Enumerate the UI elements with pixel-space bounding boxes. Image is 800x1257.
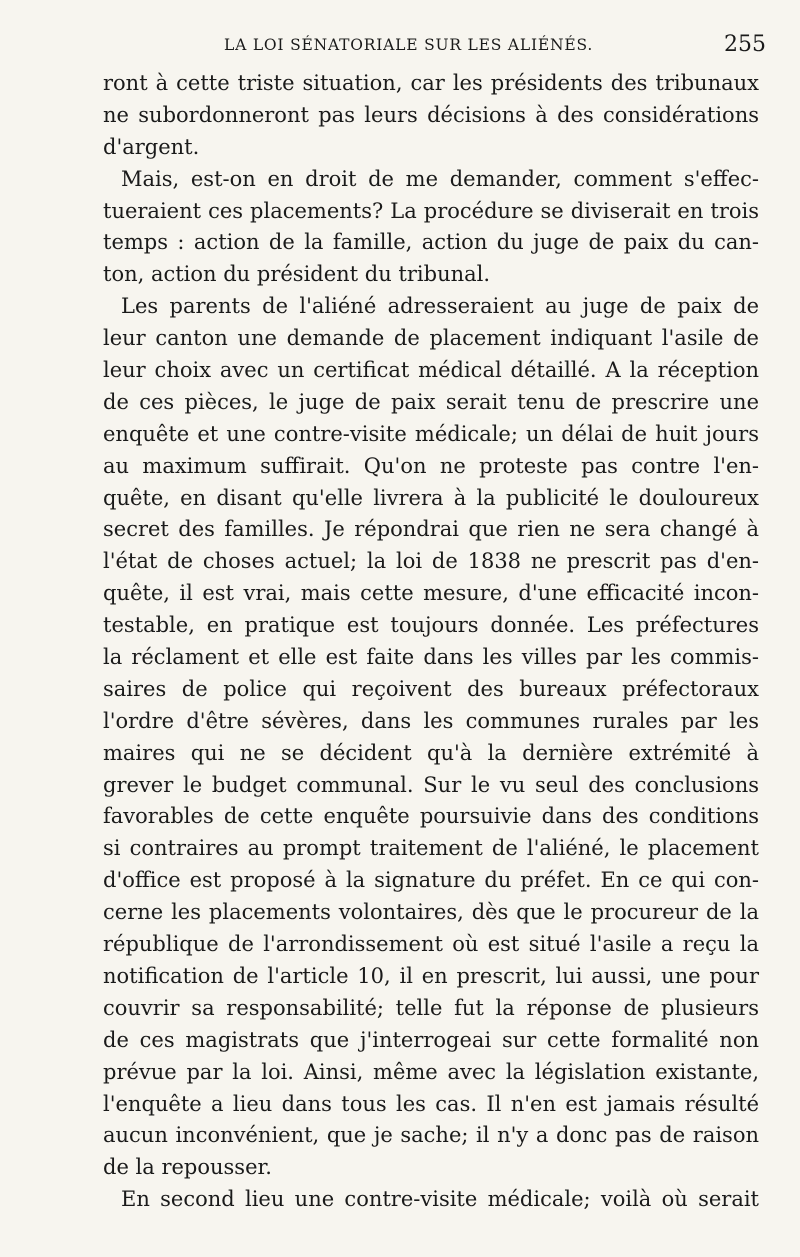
text-line: ton, action du président du tribunal.	[103, 262, 491, 287]
text-line: au maximum suffirait. Qu'on ne proteste pas contre l'en-	[103, 453, 759, 478]
text-line: saires de police qui reçoivent des bureaux préfectoraux	[103, 676, 759, 701]
text-line: ne subordonneront pas leurs décisions à des considérations	[103, 102, 759, 127]
text-line: l'ordre d'être sévères, dans les communes rurales par les	[103, 708, 759, 733]
running-head	[0, 32, 800, 62]
text-line: de ces pièces, le juge de paix serait tenu de prescrire une	[103, 389, 759, 414]
text-line: En second lieu une contre-visite médicale; voilà où serait	[121, 1187, 759, 1212]
page-number: 255	[724, 32, 766, 57]
text-line: grever le budget communal. Sur le vu seul des conclusions	[103, 772, 759, 797]
text-line: l'état de choses actuel; la loi de 1838 ne prescrit pas d'en-	[103, 549, 759, 574]
text-line: d'office est proposé à la signature du préfet. En ce qui con-	[103, 868, 759, 893]
text-line: la réclament et elle est faite dans les villes par les commis-	[103, 645, 759, 670]
text-line: l'enquête a lieu dans tous les cas. Il n'en est jamais résulté	[103, 1091, 759, 1116]
text-line: d'argent.	[103, 134, 200, 159]
text-line: de ces magistrats que j'interrogeai sur cette formalité non	[103, 1027, 759, 1052]
text-line: si contraires au prompt traitement de l'aliéné, le placement	[103, 836, 759, 861]
running-title: LA LOI SÉNATORIALE SUR LES ALIÉNÉS.	[224, 36, 594, 54]
text-line: Mais, est-on en droit de me demander, comment s'effec-	[121, 166, 759, 191]
text-line: ront à cette triste situation, car les présidents des tribunaux	[103, 71, 759, 95]
text-line: leur canton une demande de placement indiquant l'asile de	[103, 326, 759, 351]
text-line: testable, en pratique est toujours donnée. Les préfectures	[103, 613, 759, 638]
text-line: secret des familles. Je répondrai que rien ne sera changé à	[103, 517, 759, 542]
text-line: couvrir sa responsabilité; telle fut la réponse de plusieurs	[103, 995, 759, 1020]
text-line: temps : action de la famille, action du juge de paix du can-	[103, 230, 759, 255]
text-line: cerne les placements volontaires, dès que le procureur de la	[103, 900, 759, 925]
text-line: tueraient ces placements? La procédure se diviserait en trois	[103, 198, 759, 223]
text-line: notification de l'article 10, il en prescrit, lui aussi, une pour	[103, 963, 759, 988]
text-line: aucun inconvénient, que je sache; il n'y a donc pas de raison	[103, 1123, 759, 1148]
text-line: prévue par la loi. Ainsi, même avec la législation existante,	[103, 1059, 759, 1084]
text-line: maires qui ne se décident qu'à la dernière extrémité à	[103, 740, 759, 765]
text-line: enquête et une contre-visite médicale; un délai de huit jours	[103, 421, 759, 446]
text-line: favorables de cette enquête poursuivie dans des conditions	[103, 804, 759, 829]
text-line: quête, il est vrai, mais cette mesure, d'une efficacité incon-	[103, 581, 759, 606]
text-line: Les parents de l'aliéné adresseraient au juge de paix de	[121, 294, 759, 319]
text-line: de la repousser.	[103, 1155, 272, 1180]
text-line: quête, en disant qu'elle livrera à la publicité le douloureux	[103, 485, 759, 510]
text-line: république de l'arrondissement où est situé l'asile a reçu la	[103, 932, 759, 957]
text-line: leur choix avec un certificat médical détaillé. A la réception	[103, 358, 759, 383]
body-text	[103, 68, 759, 1216]
